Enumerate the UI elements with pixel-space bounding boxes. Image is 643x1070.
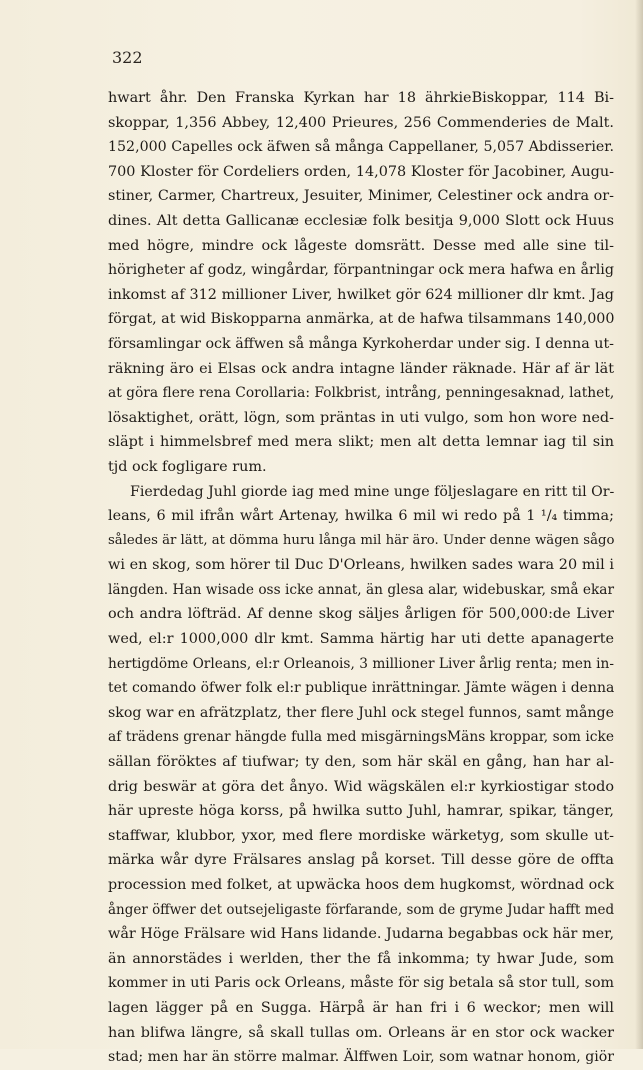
text-line: tjd ock fogligare rum. xyxy=(108,458,267,475)
text-line: således är lätt, at dömma huru långa mil här äro. Under denne wägen sågo xyxy=(108,532,615,548)
text-line: procession med folket, at upwäcka hoos dem hugkomst, wördnad ock xyxy=(108,877,614,893)
text-line: staffwar, klubbor, yxor, med flere mordiske wärketyg, som skulle ut- xyxy=(108,827,614,844)
text-line: leans, 6 mil ifrån wårt Artenay, hwilka 6 mil wi redo på 1 ¹/₄ timma; xyxy=(108,508,614,525)
text-line: lösaktighet, orätt, lögn, som präntas in uti vulgo, som hon wore ned- xyxy=(108,409,614,426)
text-line: hertigdöme Orleans, el:r Orleanois, 3 millioner Liver årlig renta; men in- xyxy=(108,655,614,672)
text-line: sällan föröktes af tiufwar; ty den, som här skäl en gång, han har al- xyxy=(108,754,614,771)
text-line: släpt i himmelsbref med mera slikt; men alt detta lemnar iag til sin xyxy=(108,434,614,451)
text-line: med högre, mindre ock lågeste domsrätt. Desse med alle sine til- xyxy=(108,237,614,254)
text-line: skoppar, 1,356 Abbey, 12,400 Prieures, 256 Commenderies de Malt. xyxy=(108,114,614,131)
text-line: inkomst af 312 millioner Liver, hwilket gör 624 millioner dlr kmt. Jag xyxy=(108,286,614,303)
body-text xyxy=(108,86,614,1070)
text-line: än annorstädes i werlden, ther the få inkomma; ty hwar Jude, som xyxy=(108,950,614,967)
text-line: wi en skog, som hörer til Duc D'Orleans, hwilken sades wara 20 mil i xyxy=(108,557,614,574)
text-line: märka wår dyre Frälsares anslag på korset. Till desse göre de offta xyxy=(108,852,614,869)
text-line: dines. Alt detta Gallicanæ ecclesiæ folk besitja 9,000 Slott ock Huus xyxy=(108,212,614,229)
text-line: längden. Han wisade oss icke annat, än glesa alar, widebuskar, små ekar xyxy=(108,581,614,598)
text-line: och andra löfträd. Af denne skog säljes årligen för 500,000:de Liver xyxy=(108,606,614,623)
text-line: lagen lägger på en Sugga. Härpå är han fri i 6 weckor; men will xyxy=(108,999,614,1016)
text-line: hwart åhr. Den Franska Kyrkan har 18 ährkieBiskoppar, 114 Bi- xyxy=(108,90,614,106)
text-line: drig beswär at göra det ånyo. Wid wägskälen el:r kyrkiostigar stodo xyxy=(108,778,614,795)
text-line: han blifwa längre, så skall tullas om. Orleans är en stor ock wacker xyxy=(108,1024,614,1041)
text-line: ånger öffwer det outsejeligaste förfarande, som de gryme Judar hafft med xyxy=(108,901,615,918)
page-number: 322 xyxy=(112,48,143,67)
text-line: wed, el:r 1000,000 dlr kmt. Samma härtig har uti dette apanagerte xyxy=(108,631,614,648)
text-line: at göra flere rena Corollaria: Folkbrist, intrång, penningesaknad, lathet, xyxy=(108,385,615,402)
text-line: stiner, Carmer, Chartreux, Jesuiter, Minimer, Celestiner ock andra or- xyxy=(108,188,614,205)
text-line: kommer in uti Paris ock Orleans, måste för sig betala så stor tull, som xyxy=(108,975,615,992)
text-line: här upreste höga korss, på hwilka sutto Juhl, hamrar, spikar, tänger, xyxy=(108,803,614,820)
text-line: Fierdedag Juhl giorde iag med mine unge följeslagare en ritt til Or- xyxy=(130,483,615,500)
text-line: förgat, at wid Biskopparna anmärka, at de hafwa tilsammans 140,000 xyxy=(108,311,615,328)
text-line: 700 Kloster för Cordeliers orden, 14,078 Kloster för Jacobiner, Augu- xyxy=(108,163,614,180)
text-line: wår Höge Frälsare wid Hans lidande. Judarna begabbas ock här mer, xyxy=(108,926,615,943)
text-line: tet comando öfwer folk el:r publique inrättningar. Jämte wägen i denna xyxy=(108,680,615,697)
text-line: skog war en afrätzplatz, ther flere Juhl ock stegel funnos, samt månge xyxy=(108,704,614,721)
text-line: af trädens grenar hängde fulla med misgärningsMäns kroppar, som icke xyxy=(108,729,614,746)
text-line: 152,000 Capelles ock äfwen så många Cappellaner, 5,057 Abdisserier. xyxy=(108,139,614,156)
text-line: hörigheter af godz, wingårdar, förpantningar ock mera hafwa en årlig xyxy=(108,262,614,279)
page-edge-shadow xyxy=(635,0,643,1049)
text-line: stad; men har än större malmar. Älffwen Loir, som watnar honom, giör xyxy=(108,1049,614,1066)
text-line: församlingar ock äffwen så många Kyrkoherdar under sig. I denna ut- xyxy=(108,335,615,352)
text-line: räkning äro ei Elsas ock andra intagne länder räknade. Här af är lät xyxy=(108,360,614,377)
